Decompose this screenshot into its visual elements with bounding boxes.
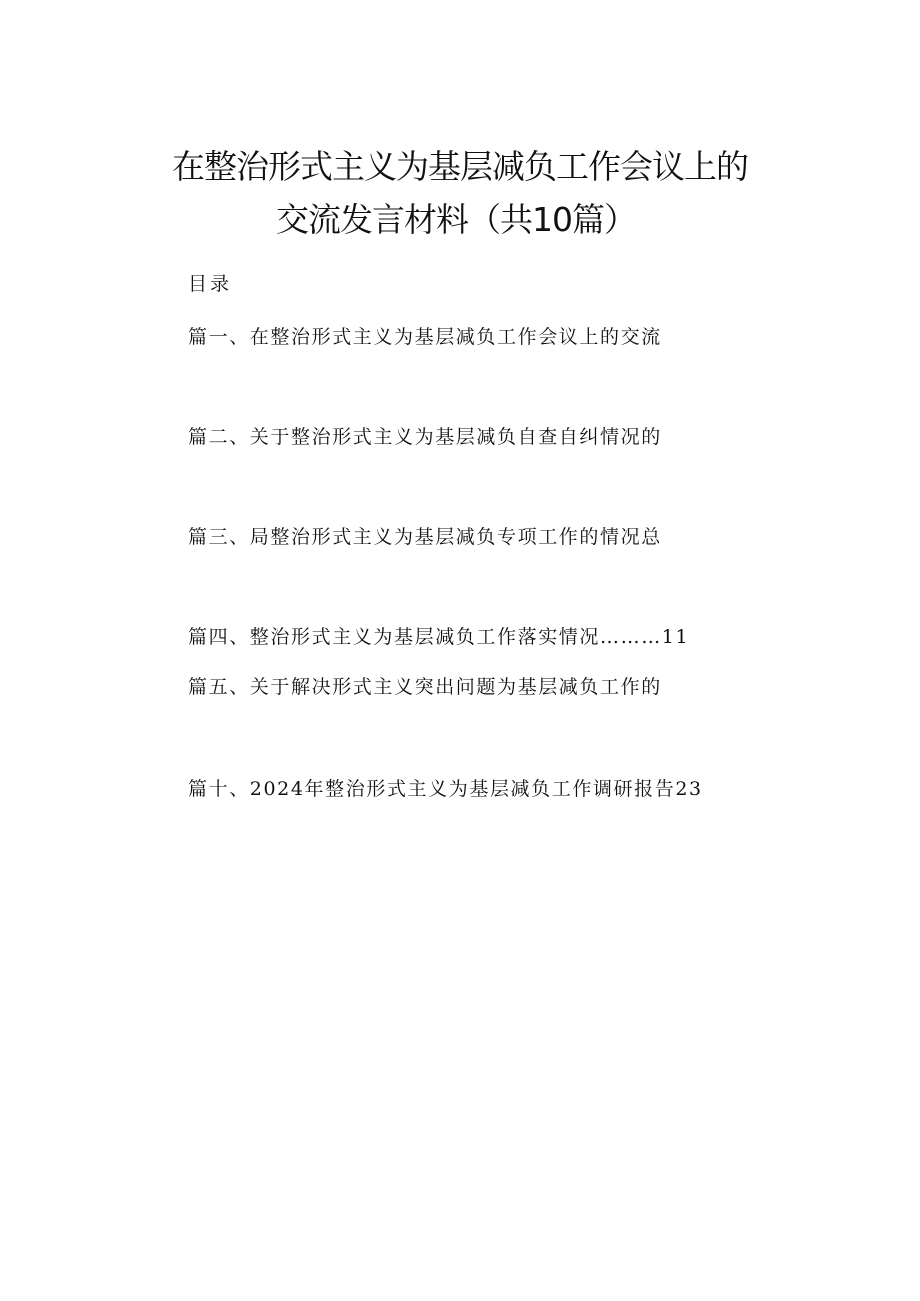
document-title-line-2: 交流发言材料（共10篇） — [276, 200, 636, 239]
toc-heading: 目录 — [188, 273, 233, 295]
toc-item: 篇十、2024年整治形式主义为基层减负工作调研报告23 — [188, 778, 703, 800]
toc-item: 篇四、整治形式主义为基层减负工作落实情况………11 — [188, 626, 690, 648]
toc-item: 篇一、在整治形式主义为基层减负工作会议上的交流 — [188, 326, 662, 348]
toc-item: 篇三、局整治形式主义为基层减负专项工作的情况总 — [188, 526, 662, 548]
toc-item: 篇五、关于解决形式主义突出问题为基层减负工作的 — [188, 676, 662, 698]
toc-item: 篇二、关于整治形式主义为基层减负自查自纠情况的 — [188, 426, 662, 448]
document-title-line-1: 在整治形式主义为基层减负工作会议上的 — [172, 147, 748, 186]
